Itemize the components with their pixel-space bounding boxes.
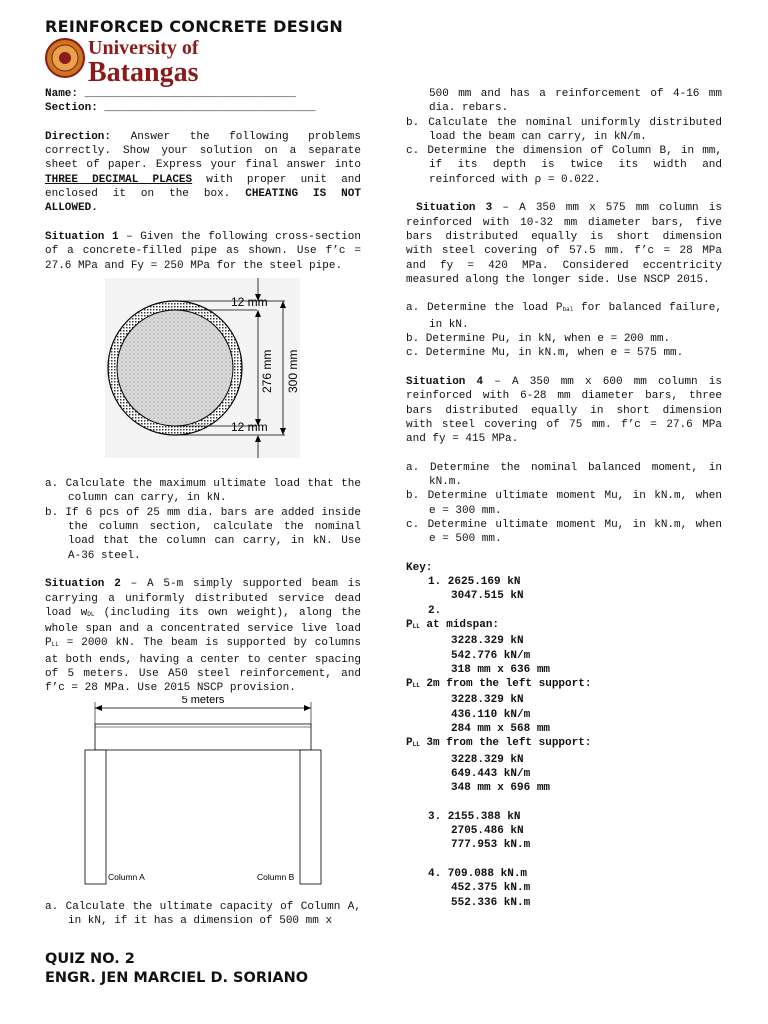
column-a-shape [85, 750, 106, 884]
instructor-name: ENGR. JEN MARCIEL D. SORIANO [45, 970, 309, 986]
section-field: Section: ________________________________ [45, 102, 316, 115]
name-field: Name: ________________________________ [45, 88, 296, 100]
situation-3-item-a: a. Determine the load $P_{bal}$ for balanced failure, in kN. [406, 302, 722, 331]
situation-4-item-c: c. Determine ultimate moment Mu, in kN.m, when e = 500 mm. [406, 518, 722, 546]
key-label: Key: [406, 561, 433, 574]
situation-2-item-b: b. Calculate the nominal uniformly distributed load the beam can carry, in kN/m. [406, 116, 722, 143]
situation-2-text: Situation 2 – A 5-m simply supported beam is carrying a uniformly distributed service dead load $w_{DL}$ (including its own weight), along the whole span and a concentrated service live load $P_{LL} = 2000$ kN. The beam is supported by columns at both ends, having a center to center spacing of 5 meters. Use A50 steel reinforcement, and f’c = 28 MPa. Use 2015 NSCP provision. [45, 578, 362, 695]
situation-2-item-c: c. Determine the dimension of Column B, in mm, if its depth is twice its width and reinforced with ρ = 0.022. [406, 145, 722, 186]
university-logo [45, 37, 230, 87]
seal-icon [45, 37, 85, 79]
column-b-shape [300, 750, 321, 884]
situation-4-item-a: a. Determine the nominal balanced moment, in kN.m. [406, 461, 722, 489]
situation-4-text: Situation 4 – A 350 mm x 600 mm column is reinforced with 6-28 mm diameter bars, three bars distributed equally in short dimension with steel covering of 75 mm. f’c = 27.6 MPa and fy = 415 MPa. [406, 375, 722, 446]
document-title: REINFORCED CONCRETE DESIGN [45, 17, 344, 36]
direction-paragraph: Direction: Answer the following problems correctly. Show your solution on a separate sheet of paper. Express your final answer into THREE DECIMAL PLACES with proper unit and enclosed it on the box. CHEATING IS NOT ALLOWED. [45, 130, 361, 215]
logo-line-1: University of [88, 37, 199, 59]
quiz-number: QUIZ NO. 2 [45, 951, 135, 967]
span-label: 5 meters [181, 695, 225, 706]
answer-key: Key: 1. 2625.169 kN 3047.515 kN 2. $P_{LL}$ at midspan: 3228.329 kN 542.776 kN/m 318 mm x 636 mm $P_{LL}$ 2m from the left support: 3228.329 kN 436.110 kN/m 284 mm x 568 mm $P_{LL}$ 3m from the left support: 3228.329 kN 649.443 kN/m 348 mm x 696 mm 3. 2155.388 kN 2705.486 kN 777.953 kN.m 4. 709.088 kN.m 452.375 kN.m 552.336 kN.m [406, 561, 722, 910]
beam-frame-figure [45, 696, 361, 886]
situation-3-text: Situation 3 – A 350 mm x 575 mm column is reinforced with 10-32 mm diameter bars, five bars distributed equally is short dimension with steel covering of 57.5 mm. f’c = 28 MPa and fy = 420 MPa. Considered eccentricity measured along the longer side. Use NSCP 2015. [406, 202, 722, 286]
beam-shape [95, 724, 311, 750]
situation-3-item-c: c. Determine Mu, in kN.m, when e = 575 mm. [406, 347, 684, 360]
outer-diameter-label: 300 mm [286, 349, 300, 393]
situation-1-text: Situation 1 – Given the following cross-section of a concrete-filled pipe as shown. Use f’c = 27.6 MPa and Fy = 250 MPa for the steel pipe. [45, 230, 361, 272]
situation-4-item-b: b. Determine ultimate moment Mu, in kN.m, when e = 300 mm. [406, 490, 722, 517]
bottom-thickness-label: 12 mm [231, 419, 268, 434]
inner-diameter-label: 276 mm [260, 349, 274, 393]
top-thickness-label: 12 mm [231, 294, 268, 309]
logo-line-2: Batangas [88, 57, 199, 88]
footer [45, 950, 308, 988]
column-a-label: Column A [108, 871, 145, 882]
situation-2-item-a-continued: 500 mm and has a reinforcement of 4-16 mm dia. rebars. [429, 88, 722, 115]
column-b-label: Column B [257, 871, 295, 882]
pipe-cross-section-figure [45, 273, 361, 463]
left-column [45, 87, 361, 929]
concrete-core [117, 310, 233, 426]
situation-3-item-b: b. Determine Pu, in kN, when e = 200 mm. [406, 333, 671, 346]
situation-1-item-a: a. Calculate the maximum ultimate load that the column can carry, in kN. [45, 478, 361, 505]
right-column [406, 87, 722, 910]
situation-2-item-a: a. Calculate the ultimate capacity of Column A, in kN, if it has a dimension of 500 mm x [45, 900, 361, 928]
situation-1-item-b: b. If 6 pcs of 25 mm dia. bars are added inside the column section, calculate the nominal load that the column can carry, in kN. Use A-36 steel. [45, 506, 361, 562]
